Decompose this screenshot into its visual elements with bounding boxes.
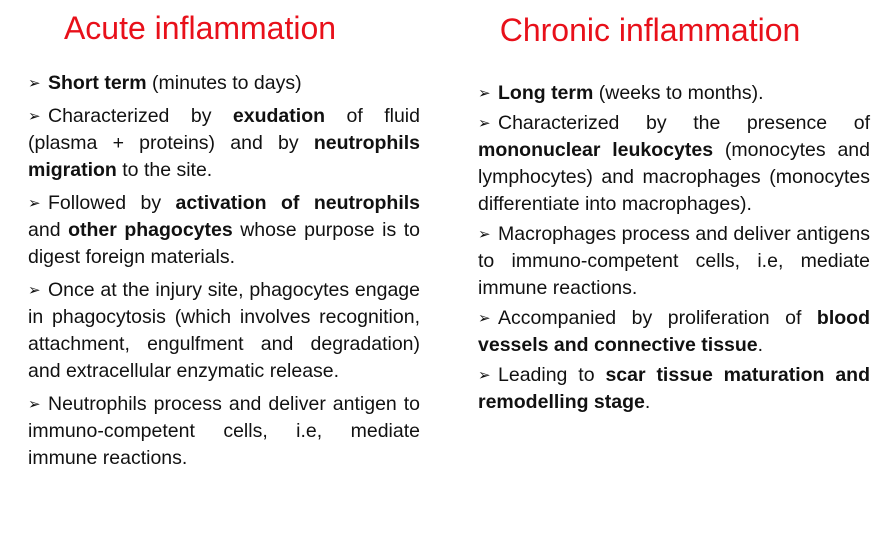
list-item (20, 190, 420, 271)
text: . (757, 334, 764, 356)
list-item (470, 221, 870, 302)
text: to the site. (116, 159, 213, 181)
list-item (20, 391, 420, 472)
text: Leading to (498, 364, 606, 386)
arrow-bullet-icon: ➢ (28, 195, 41, 212)
arrow-bullet-icon: ➢ (28, 75, 41, 92)
chronic-list (470, 80, 870, 416)
acute-list (20, 70, 420, 472)
text: Once at the injury site, phagocytes engage in phagocytosis (which involves recognition, attachment, engulfment and degradation) and extracellular enzymatic release. (28, 279, 420, 382)
list-item (470, 305, 870, 359)
text: Characterized by (48, 105, 233, 127)
arrow-bullet-icon: ➢ (28, 396, 41, 413)
list-item (20, 103, 420, 184)
list-item (470, 80, 870, 107)
text: . (644, 391, 651, 413)
text: Accompanied by proliferation of (498, 307, 817, 329)
text: Macrophages process and deliver antigens to immuno-competent cells, i.e, mediate immune reactions. (478, 223, 870, 299)
list-item (470, 110, 870, 218)
bold-text: activation of neutrophils (175, 192, 420, 214)
acute-column (20, 0, 420, 478)
arrow-bullet-icon: ➢ (478, 367, 491, 384)
bold-text: mononuclear leukocytes (478, 139, 714, 161)
list-item (470, 362, 870, 416)
chronic-title: Chronic inflammation (499, 12, 801, 48)
bold-text: exudation (232, 105, 326, 127)
acute-title: Acute inflammation (63, 10, 337, 46)
bold-text: Long term (498, 82, 594, 104)
arrow-bullet-icon: ➢ (28, 282, 41, 299)
arrow-bullet-icon: ➢ (478, 115, 491, 132)
text: Characterized by the presence of (498, 112, 870, 134)
bold-text: blood vessels and connective tissue (478, 307, 870, 356)
text: and (28, 219, 69, 241)
text: Neutrophils process and deliver antigen to immuno-competent cells, i.e, mediate immune reactions. (28, 393, 420, 469)
arrow-bullet-icon: ➢ (478, 85, 491, 102)
bold-text: other phagocytes (68, 219, 233, 241)
arrow-bullet-icon: ➢ (478, 226, 491, 243)
text: of fluid (plasma + proteins) and by (28, 105, 420, 154)
arrow-bullet-icon: ➢ (28, 108, 41, 125)
text: whose purpose is to digest foreign materials. (28, 219, 420, 268)
list-item (20, 277, 420, 385)
bold-text: neutrophils migration (28, 132, 420, 181)
text: Followed by (48, 192, 176, 214)
arrow-bullet-icon: ➢ (478, 310, 491, 327)
bold-text: scar tissue maturation and remodelling stage (478, 364, 870, 413)
chronic-column (470, 0, 870, 419)
bold-text: Short term (48, 72, 147, 94)
list-item (20, 70, 420, 97)
text: (minutes to days) (146, 72, 302, 94)
text: (monocytes and lymphocytes) and macrophages (monocytes differentiate into macrophages). (478, 139, 870, 215)
text: (weeks to months). (593, 82, 764, 104)
